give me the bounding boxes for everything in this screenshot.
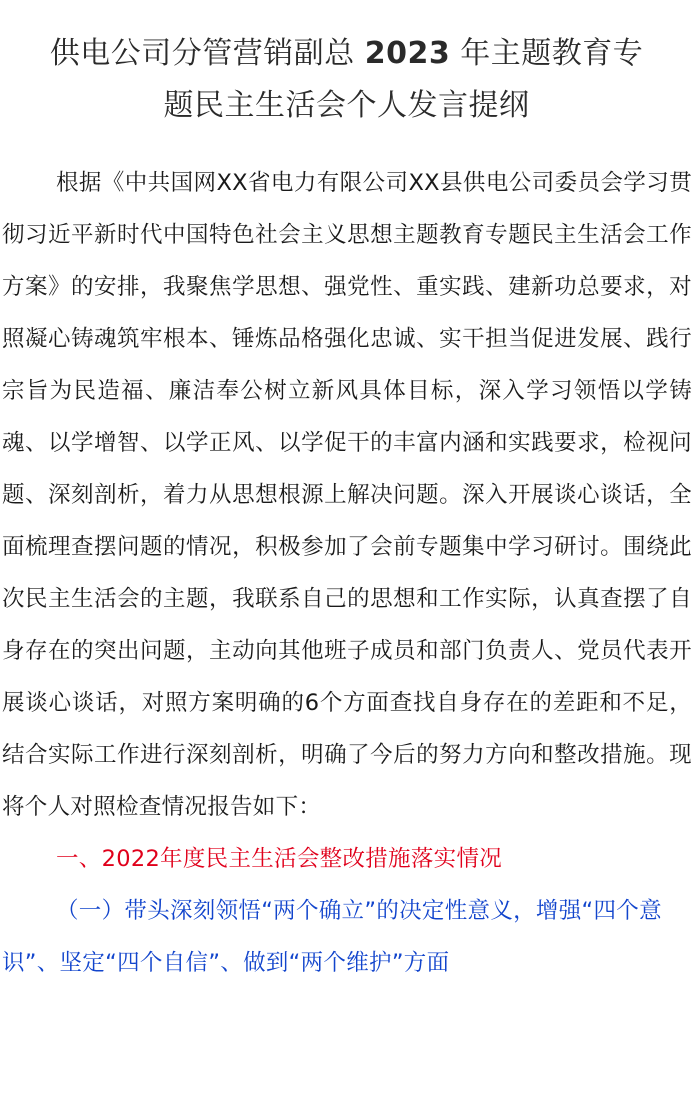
title-line-1-post: 年主题教育专 xyxy=(450,36,644,71)
subsection-heading-1: （一）带头深刻领悟“两个确立”的决定性意义，增强“四个意识”、坚定“四个自信”、做到“两个维护”方面 xyxy=(2,898,662,976)
title-line-1-pre: 供电公司分管营销副总 xyxy=(49,36,365,71)
intro-paragraph: 根据《中共国网XX省电力有限公司XX县供电公司委员会学习贯彻习近平新时代中国特色社会主义思想主题教育专题民主生活会工作方案》的安排，我聚焦学思想、强党性、重实践、建新功总要求，对照凝心铸魂筑牢根本、锤炼品格强化忠诚、实干担当促进发展、践行宗旨为民造福、廉洁奉公树立新风具体目标，深入学习领悟以学铸魂、以学增智、以学正风、以学促干的丰富内涵和实践要求，检视问题、深刻剖析，着力从思想根源上解决问题。深入开展谈心谈话，全面梳理查摆问题的情况，积极参加了会前专题集中学习研讨。围绕此次民主生活会的主题，我联系自己的思想和工作实际，认真查摆了自身存在的突出问题，主动向其他班子成员和部门负责人、党员代表开展谈心谈话，对照方案明确的6个方面查找自身存在的差距和不足，结合实际工作进行深刻剖析，明确了今后的努力方向和整改措施。现将个人对照检查情况报告如下： xyxy=(2,170,692,820)
title-line-1 xyxy=(0,28,693,80)
document-body xyxy=(2,157,692,989)
title-line-2: 题民主生活会个人发言提纲 xyxy=(163,88,530,123)
title-year: 2023 xyxy=(364,36,451,71)
document-title xyxy=(0,28,693,132)
section-heading-1: 一、2022年度民主生活会整改措施落实情况 xyxy=(56,846,503,872)
